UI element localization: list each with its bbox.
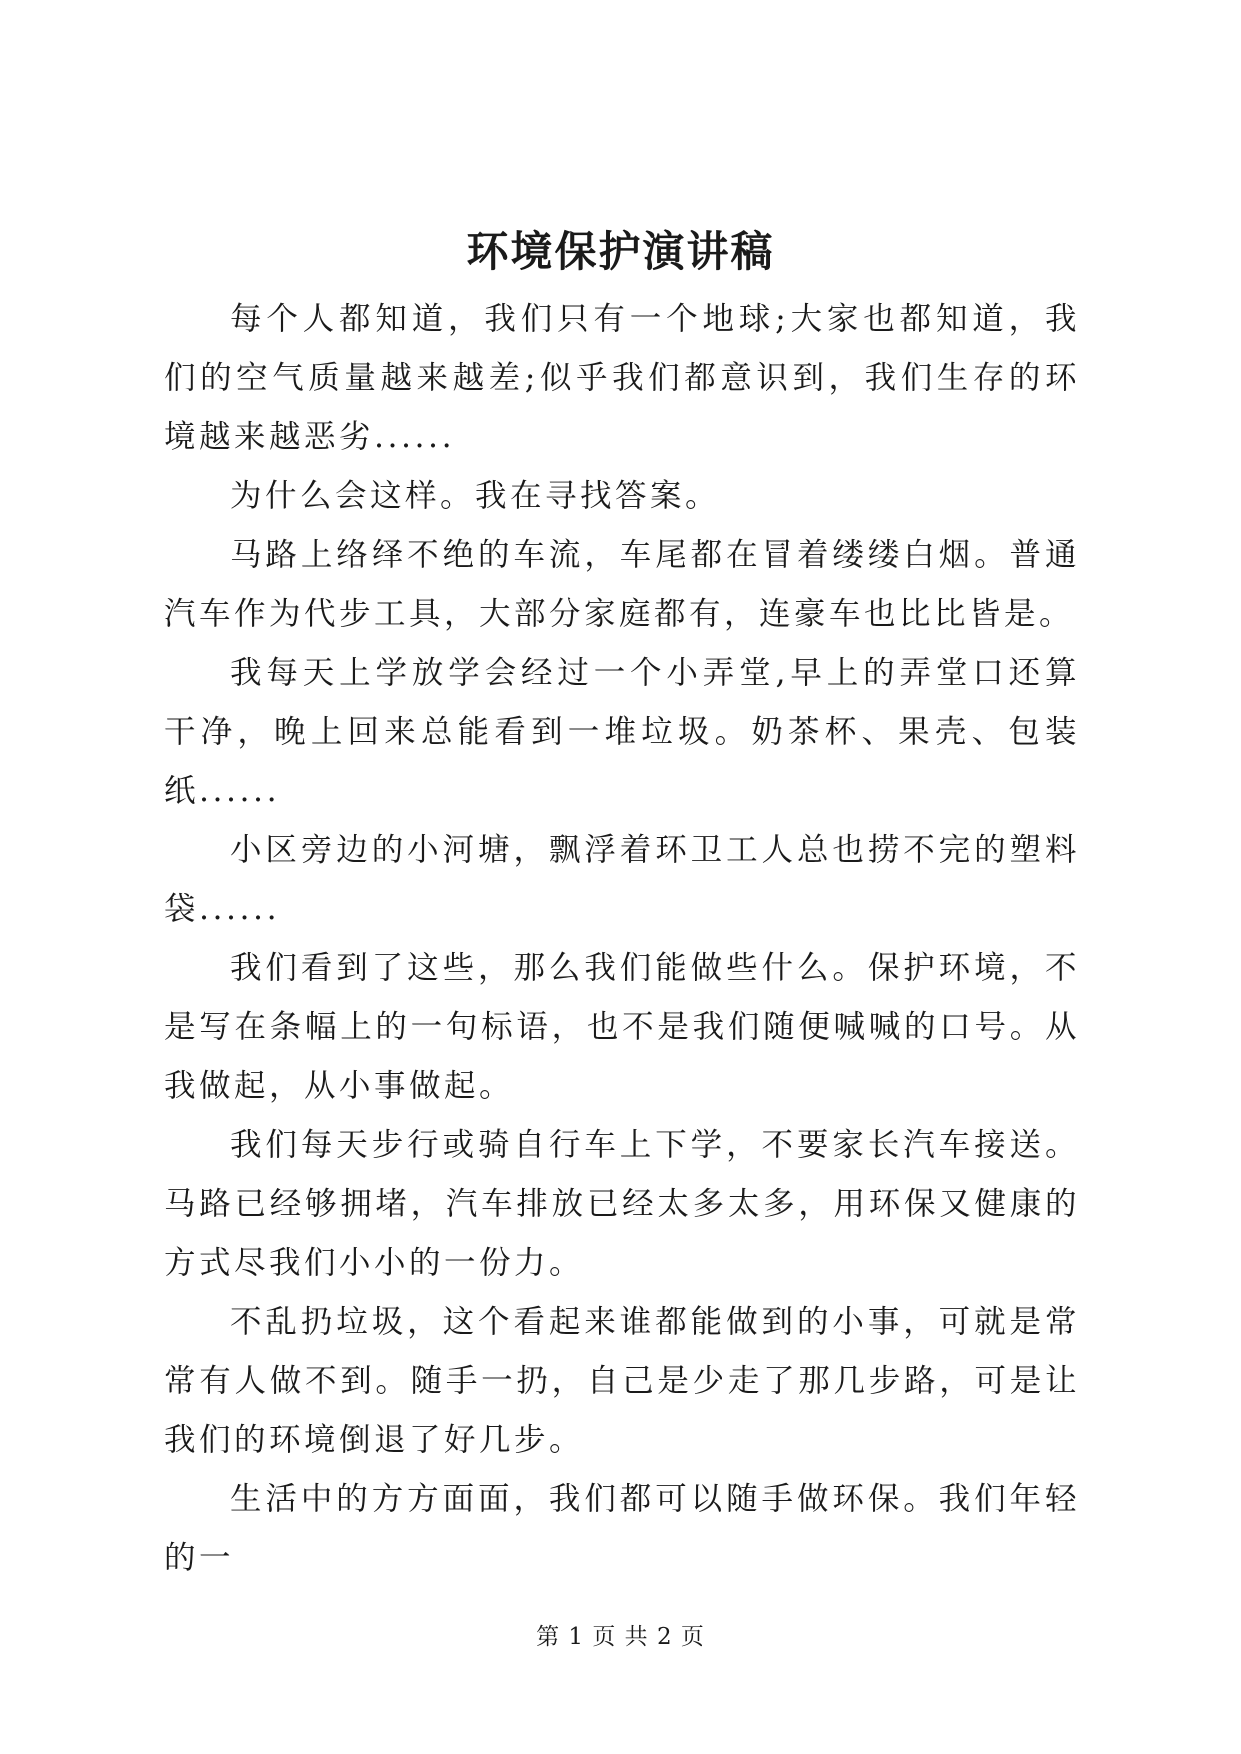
paragraph-7: 我们每天步行或骑自行车上下学，不要家长汽车接送。马路已经够拥堵，汽车排放已经太多太多，用环保又健康的方式尽我们小小的一份力。 xyxy=(164,1127,1080,1281)
paragraph-5: 小区旁边的小河塘，飘浮着环卫工人总也捞不完的塑料袋...... xyxy=(164,832,1080,927)
page-footer: 第 1 页 共 2 页 xyxy=(536,1624,705,1650)
paragraph-9: 生活中的方方面面，我们都可以随手做环保。我们年轻的一 xyxy=(164,1481,1080,1576)
paragraph-4: 我每天上学放学会经过一个小弄堂,早上的弄堂口还算干净，晚上回来总能看到一堆垃圾。奶茶杯、果壳、包装纸...... xyxy=(164,655,1080,809)
paragraph-8: 不乱扔垃圾，这个看起来谁都能做到的小事，可就是常常有人做不到。随手一扔，自己是少走了那几步路，可是让我们的环境倒退了好几步。 xyxy=(164,1304,1080,1458)
paragraph-6: 我们看到了这些，那么我们能做些什么。保护环境，不是写在条幅上的一句标语，也不是我们随便喊喊的口号。从我做起，从小事做起。 xyxy=(164,950,1080,1104)
paragraph-2: 为什么会这样。我在寻找答案。 xyxy=(230,478,721,514)
document-title: 环境保护演讲稿 xyxy=(466,227,775,276)
paragraph-1: 每个人都知道，我们只有一个地球;大家也都知道，我们的空气质量越来越差;似乎我们都意识到，我们生存的环境越来越恶劣...... xyxy=(164,301,1080,455)
document-body xyxy=(164,290,1080,1588)
paragraph-3: 马路上络绎不绝的车流，车尾都在冒着缕缕白烟。普通汽车作为代步工具，大部分家庭都有，连豪车也比比皆是。 xyxy=(164,537,1080,632)
